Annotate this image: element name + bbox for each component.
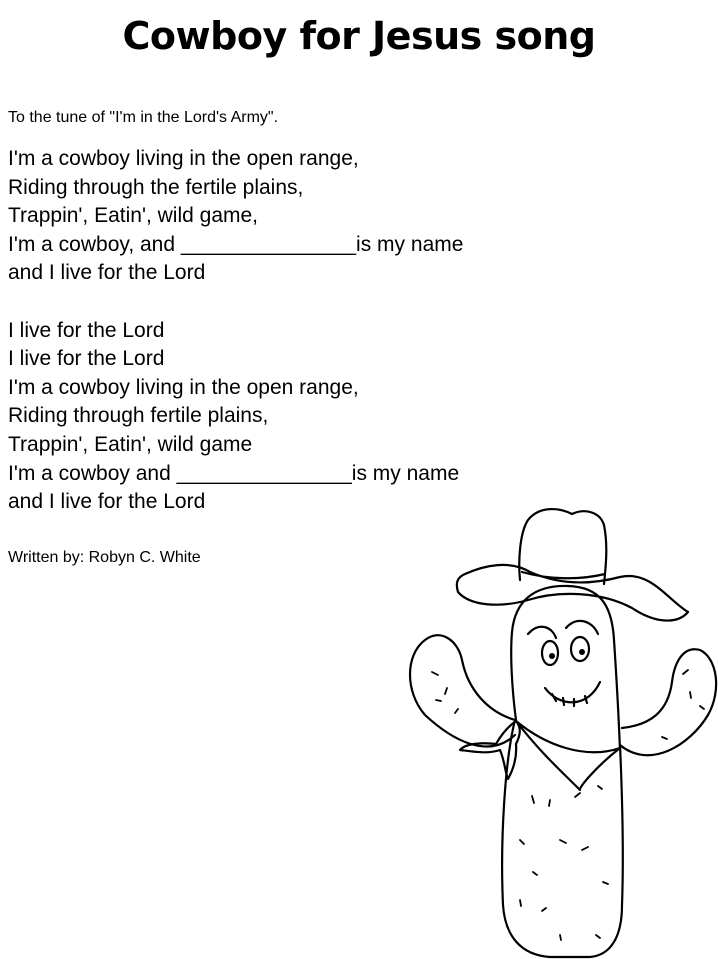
lyric-line: I live for the Lord: [8, 347, 165, 371]
lyric-line: I live for the Lord: [8, 318, 165, 342]
cactus-left-arm: [410, 635, 515, 746]
lyric-line: I'm a cowboy living in the open range,: [8, 375, 359, 399]
left-eyebrow: [528, 627, 556, 638]
bandana: [516, 721, 620, 790]
author-credit: Written by: Robyn C. White: [8, 549, 201, 566]
cactus-spines: [432, 670, 704, 940]
hat-brim: [457, 565, 688, 621]
lyrics: [8, 145, 463, 517]
right-eye: [571, 637, 589, 661]
cactus-head: [511, 586, 620, 750]
lyric-line: Riding through the fertile plains,: [8, 175, 304, 199]
cactus-trunk: [502, 720, 623, 957]
smile: [545, 682, 600, 702]
page-title: Cowboy for Jesus song: [122, 14, 596, 58]
right-eyebrow: [566, 621, 598, 634]
bandana-knot: [460, 721, 520, 779]
lyric-line: and I live for the Lord: [8, 261, 206, 285]
left-eye: [542, 641, 558, 665]
lyric-line: Trappin', Eatin', wild game: [8, 432, 253, 456]
cactus-right-arm: [620, 649, 716, 755]
cowboy-cactus-illustration: [395, 500, 718, 959]
verse-gap: [8, 288, 463, 317]
lyric-line: Riding through fertile plains,: [8, 404, 269, 428]
tune-note: To the tune of "I'm in the Lord's Army".: [8, 109, 279, 126]
lyric-line: I'm a cowboy living in the open range,: [8, 147, 359, 170]
lyric-line: and I live for the Lord: [8, 490, 206, 514]
lyric-line: I'm a cowboy, and _______________is my name: [8, 232, 464, 256]
lyric-line: Trappin', Eatin', wild game,: [8, 204, 259, 228]
lyric-line: I'm a cowboy and _______________is my name: [8, 461, 460, 485]
